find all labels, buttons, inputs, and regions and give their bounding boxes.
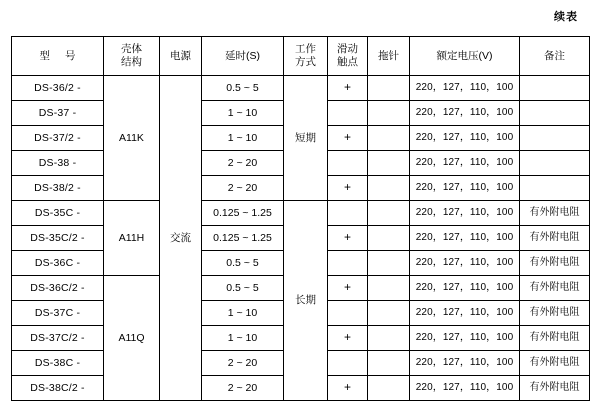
cell-remark: 有外附电阻	[520, 326, 590, 351]
cell-model: DS-36C/2 -	[12, 276, 104, 301]
header-drag-pointer: 拖针	[368, 37, 410, 76]
cell-model: DS-35C/2 -	[12, 226, 104, 251]
cell-rated-voltage: 220，127，110，100	[410, 301, 520, 326]
cell-slide-contact	[328, 151, 368, 176]
cell-remark: 有外附电阻	[520, 276, 590, 301]
cell-model: DS-37 -	[12, 101, 104, 126]
cell-rated-voltage: 220，127，110，100	[410, 201, 520, 226]
table-body	[12, 76, 590, 401]
cell-rated-voltage: 220，127，110，100	[410, 251, 520, 276]
cell-drag-pointer	[368, 226, 410, 251]
table-row	[12, 201, 590, 226]
cell-rated-voltage: 220，127，110，100	[410, 126, 520, 151]
cell-drag-pointer	[368, 301, 410, 326]
cell-case-structure: A11K	[104, 76, 160, 201]
cell-rated-voltage: 220，127，110，100	[410, 76, 520, 101]
table-header	[12, 37, 590, 76]
cell-drag-pointer	[368, 376, 410, 401]
cell-delay-range: 0.5 ~ 5	[202, 76, 284, 101]
cell-delay-range: 0.5 ~ 5	[202, 276, 284, 301]
cell-delay-range: 2 ~ 20	[202, 376, 284, 401]
cell-delay-range: 0.125 ~ 1.25	[202, 201, 284, 226]
cell-drag-pointer	[368, 126, 410, 151]
cell-model: DS-37C -	[12, 301, 104, 326]
cell-rated-voltage: 220，127，110，100	[410, 226, 520, 251]
cell-delay-range: 1 ~ 10	[202, 126, 284, 151]
header-case	[104, 37, 160, 76]
cell-drag-pointer	[368, 151, 410, 176]
header-mode	[284, 37, 328, 76]
cell-remark: 有外附电阻	[520, 301, 590, 326]
header-mode-line2: 方式	[295, 56, 316, 68]
cell-slide-contact: +	[328, 326, 368, 351]
cell-rated-voltage: 220，127，110，100	[410, 101, 520, 126]
cell-case-structure: A11Q	[104, 276, 160, 401]
header-power: 电源	[160, 37, 202, 76]
cell-drag-pointer	[368, 251, 410, 276]
cell-drag-pointer	[368, 351, 410, 376]
cell-delay-range: 0.125 ~ 1.25	[202, 226, 284, 251]
cell-delay-range: 0.5 ~ 5	[202, 251, 284, 276]
header-slide-contact	[328, 37, 368, 76]
cell-model: DS-36/2 -	[12, 76, 104, 101]
header-remark: 备注	[520, 37, 590, 76]
cell-rated-voltage: 220，127，110，100	[410, 276, 520, 301]
cell-delay-range: 2 ~ 20	[202, 176, 284, 201]
cell-model: DS-36C -	[12, 251, 104, 276]
cell-slide-contact: +	[328, 126, 368, 151]
cell-remark: 有外附电阻	[520, 226, 590, 251]
cell-model: DS-37/2 -	[12, 126, 104, 151]
cell-slide-contact	[328, 251, 368, 276]
cell-slide-contact	[328, 201, 368, 226]
cell-slide-contact: +	[328, 376, 368, 401]
cell-power-supply: 交流	[160, 76, 202, 401]
cell-working-mode: 长期	[284, 201, 328, 401]
cell-model: DS-35C -	[12, 201, 104, 226]
cell-drag-pointer	[368, 201, 410, 226]
cell-working-mode: 短期	[284, 76, 328, 201]
cell-delay-range: 2 ~ 20	[202, 351, 284, 376]
cell-remark: 有外附电阻	[520, 376, 590, 401]
cell-delay-range: 2 ~ 20	[202, 151, 284, 176]
header-model-text: 型 号	[39, 49, 82, 62]
header-case-line1: 壳体	[121, 42, 142, 55]
table-header-row	[12, 37, 590, 76]
header-slide-line1: 滑动	[337, 42, 358, 55]
cell-delay-range: 1 ~ 10	[202, 101, 284, 126]
relay-spec-table	[11, 36, 590, 401]
continued-table-label: 续表	[554, 11, 578, 23]
cell-rated-voltage: 220，127，110，100	[410, 176, 520, 201]
cell-remark: 有外附电阻	[520, 351, 590, 376]
header-case-line2: 结构	[121, 56, 142, 68]
cell-slide-contact: +	[328, 176, 368, 201]
cell-remark	[520, 126, 590, 151]
header-mode-line1: 工作	[295, 42, 316, 55]
cell-slide-contact: +	[328, 76, 368, 101]
cell-rated-voltage: 220，127，110，100	[410, 376, 520, 401]
cell-drag-pointer	[368, 101, 410, 126]
table-row	[12, 76, 590, 101]
cell-delay-range: 1 ~ 10	[202, 326, 284, 351]
spec-table-container	[11, 36, 589, 401]
header-delay: 延时(S)	[202, 37, 284, 76]
cell-slide-contact	[328, 101, 368, 126]
cell-slide-contact: +	[328, 226, 368, 251]
cell-rated-voltage: 220，127，110，100	[410, 151, 520, 176]
cell-model: DS-38C -	[12, 351, 104, 376]
cell-drag-pointer	[368, 76, 410, 101]
cell-model: DS-38C/2 -	[12, 376, 104, 401]
cell-slide-contact	[328, 301, 368, 326]
cell-remark	[520, 176, 590, 201]
cell-case-structure: A11H	[104, 201, 160, 276]
cell-slide-contact	[328, 351, 368, 376]
header-rated-voltage: 额定电压(V)	[410, 37, 520, 76]
cell-drag-pointer	[368, 326, 410, 351]
cell-drag-pointer	[368, 276, 410, 301]
cell-model: DS-38 -	[12, 151, 104, 176]
cell-model: DS-37C/2 -	[12, 326, 104, 351]
cell-rated-voltage: 220，127，110，100	[410, 326, 520, 351]
cell-drag-pointer	[368, 176, 410, 201]
cell-remark: 有外附电阻	[520, 251, 590, 276]
cell-remark	[520, 101, 590, 126]
header-model	[12, 37, 104, 76]
cell-rated-voltage: 220，127，110，100	[410, 351, 520, 376]
cell-delay-range: 1 ~ 10	[202, 301, 284, 326]
cell-model: DS-38/2 -	[12, 176, 104, 201]
cell-slide-contact: +	[328, 276, 368, 301]
cell-remark	[520, 151, 590, 176]
cell-remark	[520, 76, 590, 101]
header-slide-line2: 触点	[337, 56, 358, 68]
cell-remark: 有外附电阻	[520, 201, 590, 226]
